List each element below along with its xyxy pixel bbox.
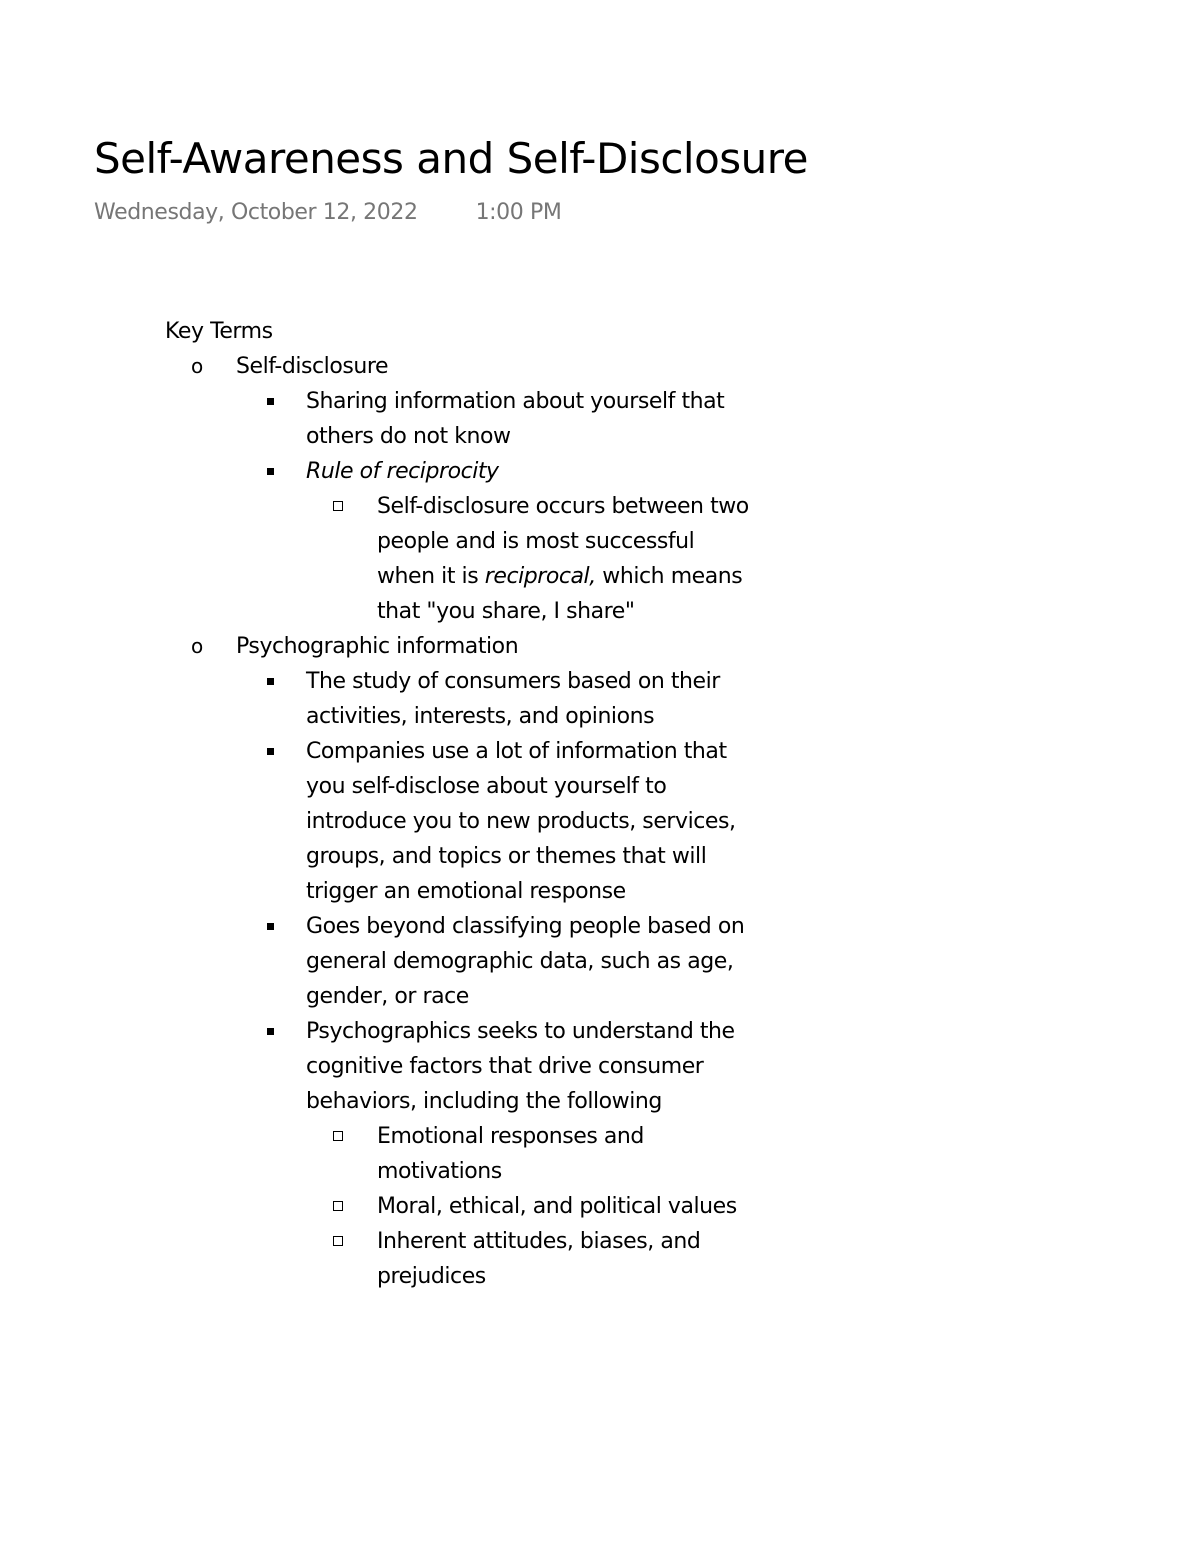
square-bullet-icon	[267, 468, 274, 475]
outline-subsubitem	[165, 1119, 785, 1189]
circle-bullet-icon: o	[191, 354, 203, 378]
page-meta	[94, 198, 561, 228]
outline-subitem-text: Companies use a lot of information that you self-disclose about yourself to introduce you to new products, services, groups, and topics or themes that will trigger an emotional response	[306, 739, 736, 904]
square-bullet-icon	[267, 398, 274, 405]
outline-subsubitem-text	[377, 489, 757, 629]
outline-heading: Key Terms	[165, 319, 273, 344]
square-bullet-icon	[267, 748, 274, 755]
text-run-italic: reciprocal,	[484, 564, 596, 589]
outline-item-label: Self-disclosure	[236, 354, 389, 379]
outline-item-self-disclosure	[165, 349, 785, 384]
hollow-square-bullet-icon	[333, 1201, 343, 1211]
outline-subsubitem-text: Moral, ethical, and political values	[377, 1194, 737, 1219]
outline-subitem	[165, 664, 785, 734]
outline-subitem-text: The study of consumers based on their activities, interests, and opinions	[306, 669, 720, 729]
outline-item-psychographic-information	[165, 629, 785, 664]
outline-subitem-text: Sharing information about yourself that others do not know	[306, 389, 725, 449]
page-title: Self-Awareness and Self-Disclosure	[94, 134, 808, 183]
outline-subsubitem	[165, 1224, 785, 1294]
square-bullet-icon	[267, 1028, 274, 1035]
page-time: 1:00 PM	[475, 200, 562, 225]
outline-subitem-text: Goes beyond classifying people based on general demographic data, such as age, gender, or race	[306, 914, 745, 1009]
outline-subitem	[165, 1014, 785, 1119]
circle-bullet-icon: o	[191, 634, 203, 658]
text-run: Self-disclosure occurs between two people and is most successful when it is	[377, 494, 749, 589]
square-bullet-icon	[267, 923, 274, 930]
page-date: Wednesday, October 12, 2022	[94, 200, 418, 225]
outline-subsubitem	[165, 1189, 785, 1224]
square-bullet-icon	[267, 678, 274, 685]
outline-subitem-text: Psychographics seeks to understand the cognitive factors that drive consumer behaviors, including the following	[306, 1019, 735, 1114]
note-outline	[165, 314, 785, 1294]
outline-subsubitem-text: Emotional responses and motivations	[377, 1124, 644, 1184]
outline-subitem	[165, 454, 785, 489]
hollow-square-bullet-icon	[333, 501, 343, 511]
outline-subsubitem	[165, 489, 785, 629]
outline-subitem-text: Rule of reciprocity	[306, 459, 499, 484]
hollow-square-bullet-icon	[333, 1131, 343, 1141]
outline-item-label: Psychographic information	[236, 634, 519, 659]
outline-subitem	[165, 384, 785, 454]
outline-subitem	[165, 734, 785, 909]
outline-subsubitem-text: Inherent attitudes, biases, and prejudices	[377, 1229, 701, 1289]
hollow-square-bullet-icon	[333, 1236, 343, 1246]
text-run: which means that "you share, I share"	[377, 564, 743, 624]
outline-subitem	[165, 909, 785, 1014]
